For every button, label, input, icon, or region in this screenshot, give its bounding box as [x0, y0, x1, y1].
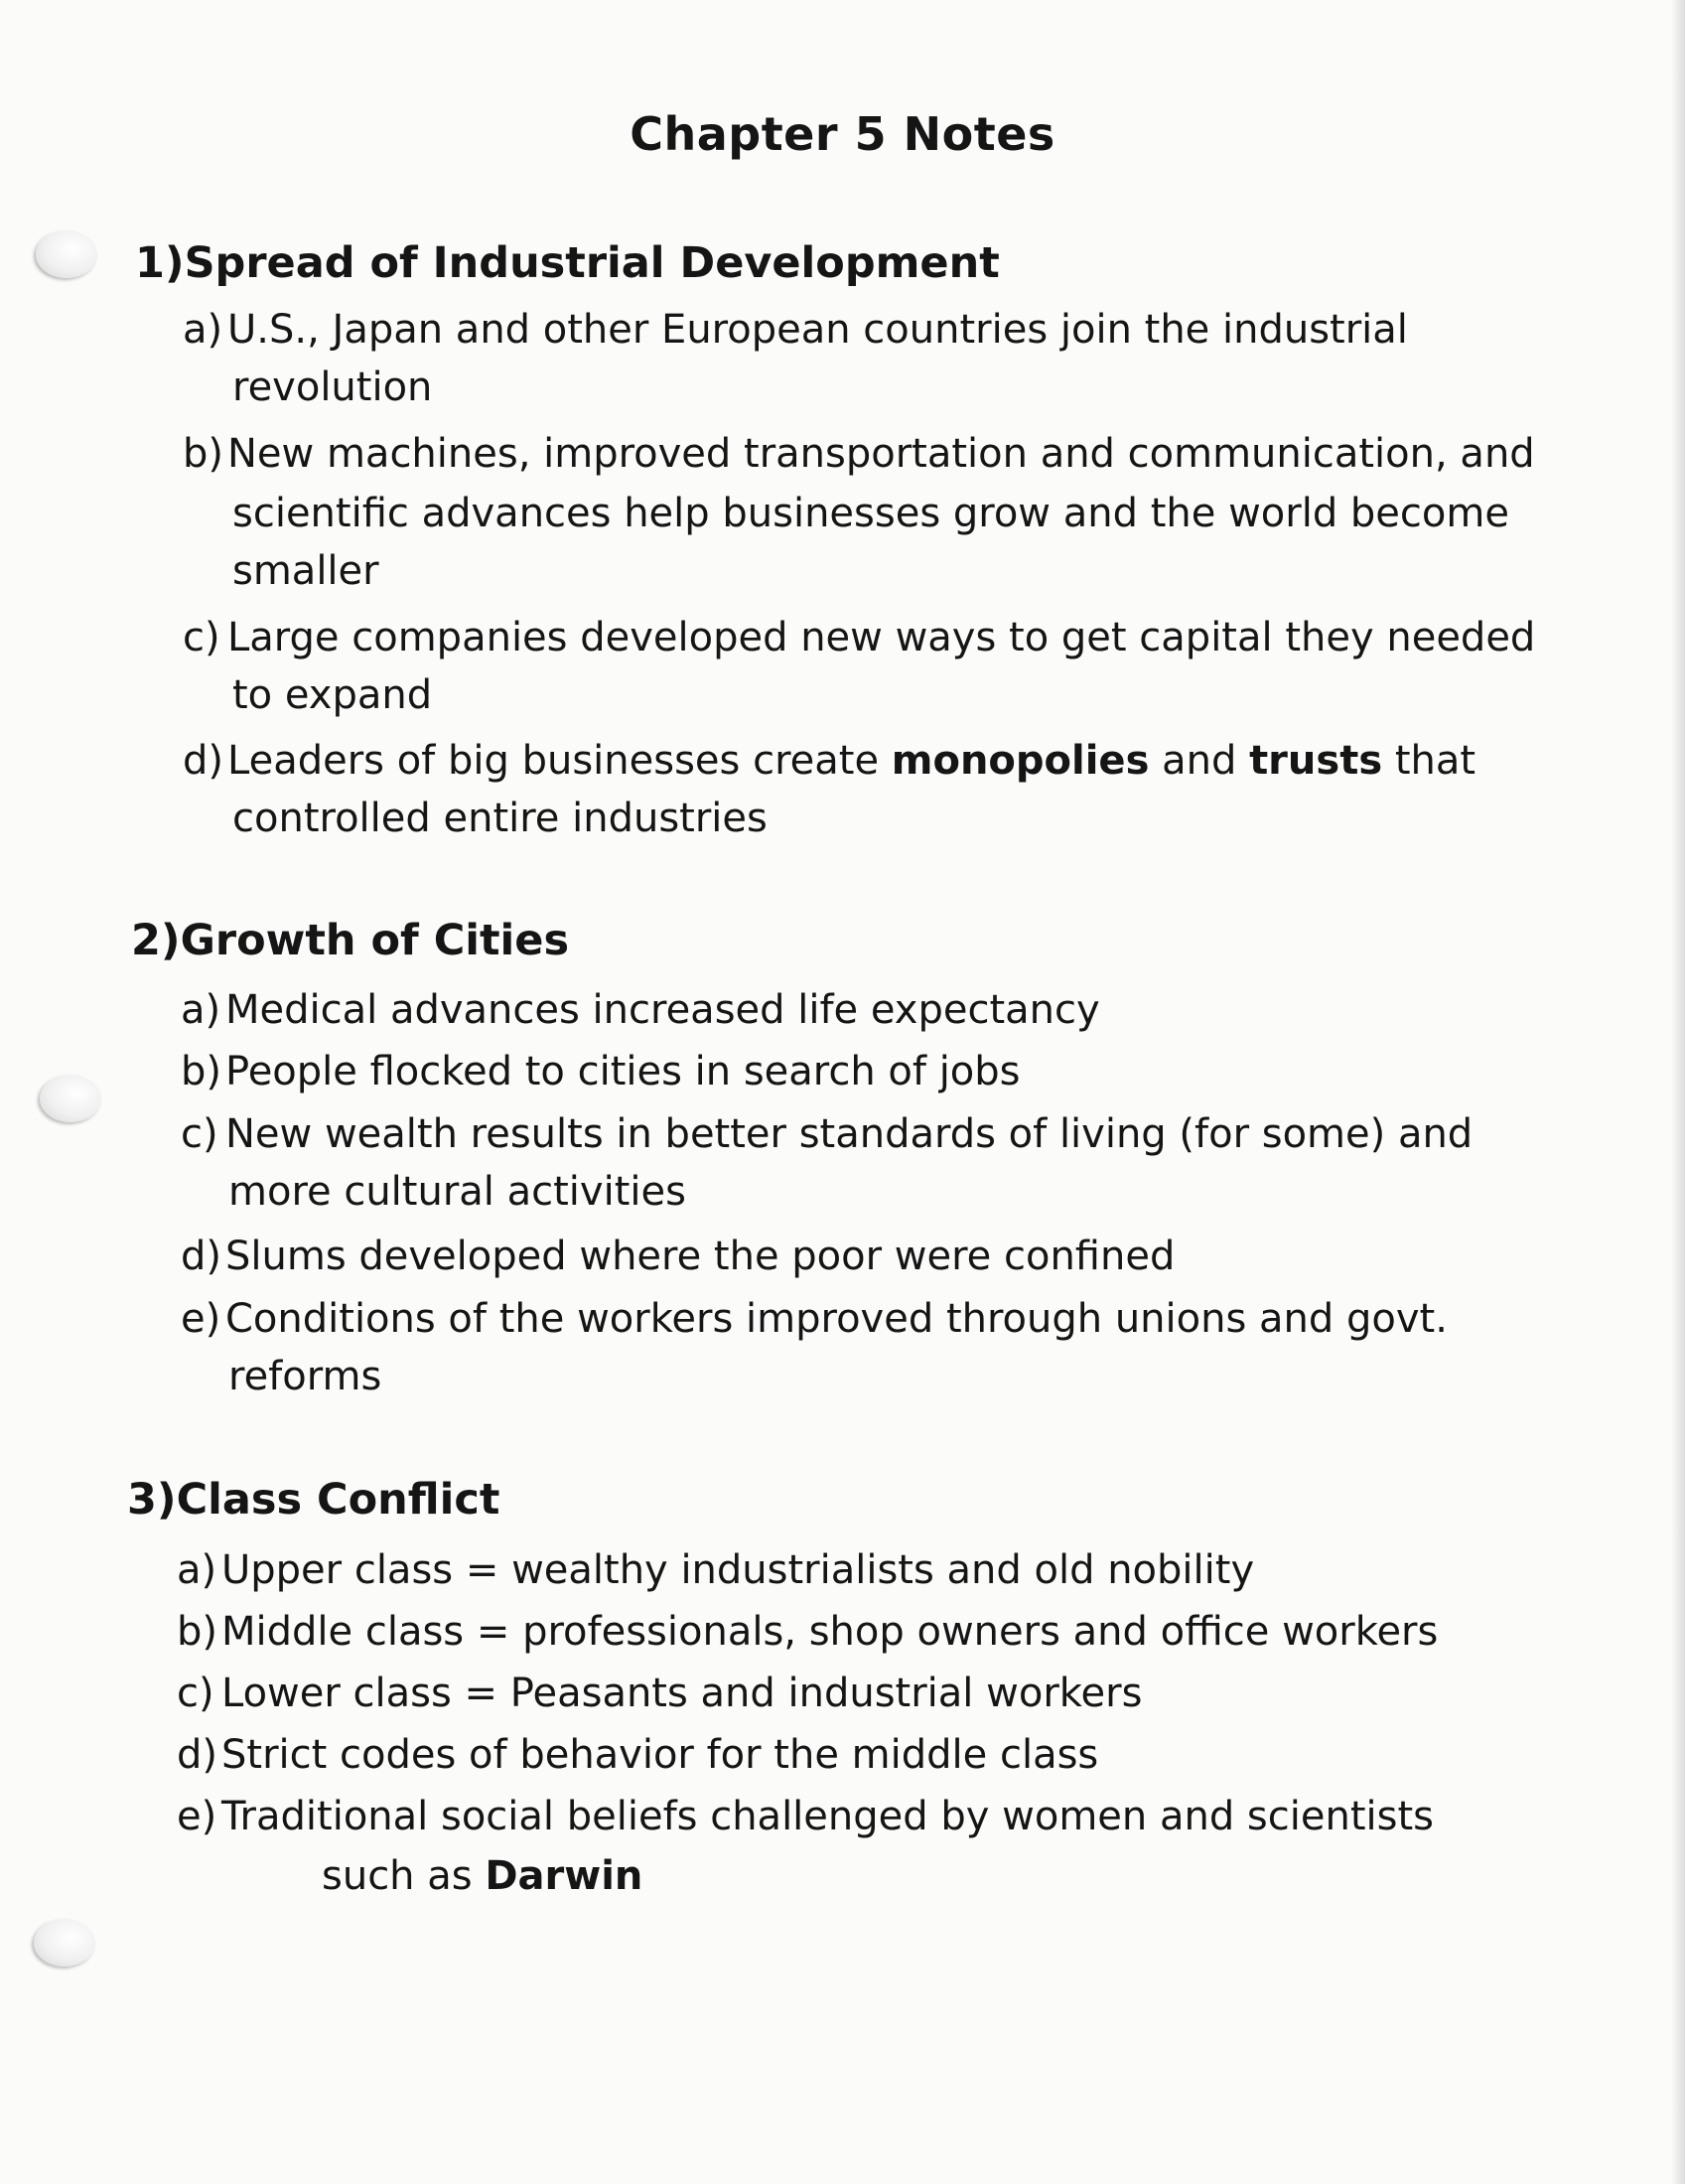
item-text: Upper class = wealthy industrialists and old nobility [221, 1547, 1255, 1593]
item-label: d) [183, 738, 223, 784]
item-label: e) [177, 1794, 217, 1839]
item-text: Strict codes of behavior for the middle class [221, 1732, 1099, 1778]
item-label: d) [177, 1732, 217, 1778]
list-item [177, 1788, 1434, 1845]
punch-hole-middle [40, 1075, 101, 1122]
item-text: U.S., Japan and other European countries join the industrial [227, 307, 1408, 353]
item-label: a) [181, 987, 221, 1033]
item-text: that [1382, 738, 1476, 784]
list-item [177, 1665, 1142, 1722]
punch-hole-top [36, 230, 97, 278]
list-item [177, 1726, 1098, 1784]
term-darwin: Darwin [485, 1853, 643, 1899]
list-item [181, 1043, 1021, 1100]
item-text: Traditional social beliefs challenged by women and scientists [221, 1794, 1434, 1839]
item-text: Slums developed where the poor were confined [225, 1234, 1176, 1279]
item-label: b) [177, 1609, 217, 1655]
list-item [177, 1603, 1438, 1661]
item-text-continued: smaller [232, 548, 379, 594]
item-label: d) [181, 1234, 221, 1279]
list-item [183, 301, 1408, 359]
item-text: and [1149, 738, 1250, 784]
item-text: People flocked to cities in search of jobs [225, 1049, 1021, 1094]
item-text-continued: to expand [232, 672, 433, 718]
item-text-continued: scientific advances help businesses grow and the world become [232, 491, 1509, 536]
item-text: New machines, improved transportation and communication, and [227, 431, 1535, 477]
item-label: b) [183, 431, 223, 477]
item-text: Medical advances increased life expectancy [225, 987, 1100, 1033]
list-item [177, 1541, 1254, 1599]
item-text: Large companies developed new ways to get capital they needed [227, 615, 1536, 660]
list-item [181, 1290, 1448, 1348]
item-text-continued: more cultural activities [228, 1169, 686, 1215]
item-text: Conditions of the workers improved through unions and govt. [225, 1296, 1448, 1342]
list-item [181, 981, 1100, 1039]
term-trusts: trusts [1249, 738, 1383, 784]
item-text-continued: reforms [228, 1354, 382, 1399]
page-edge-shadow [1671, 0, 1685, 2184]
item-text: New wealth results in better standards of living (for some) and [225, 1111, 1474, 1157]
section-heading-growth-of-cities: 2)Growth of Cities [131, 916, 570, 965]
term-monopolies: monopolies [891, 738, 1150, 784]
list-item [183, 732, 1475, 790]
item-label: e) [181, 1296, 221, 1342]
page-title: Chapter 5 Notes [630, 107, 1055, 161]
item-label: a) [183, 307, 223, 353]
section-heading-class-conflict: 3)Class Conflict [127, 1475, 500, 1525]
list-item [183, 425, 1535, 483]
item-text: such as [322, 1853, 486, 1899]
list-item [181, 1105, 1473, 1163]
item-label: c) [177, 1671, 214, 1716]
item-text: Middle class = professionals, shop owners and office workers [221, 1609, 1439, 1655]
list-item [183, 609, 1535, 666]
item-text: Lower class = Peasants and industrial workers [221, 1671, 1143, 1716]
item-text-continued: revolution [232, 364, 433, 410]
list-item [181, 1228, 1175, 1285]
item-label: b) [181, 1049, 221, 1094]
item-label: c) [181, 1111, 218, 1157]
punch-hole-bottom [34, 1919, 95, 1966]
item-text-continued: controlled entire industries [232, 796, 768, 841]
item-label: a) [177, 1547, 217, 1593]
section-heading-industrial-development: 1)Spread of Industrial Development [135, 238, 1000, 288]
item-label: c) [183, 615, 220, 660]
item-text: Leaders of big businesses create [227, 738, 892, 784]
item-text-continued [322, 1847, 642, 1905]
